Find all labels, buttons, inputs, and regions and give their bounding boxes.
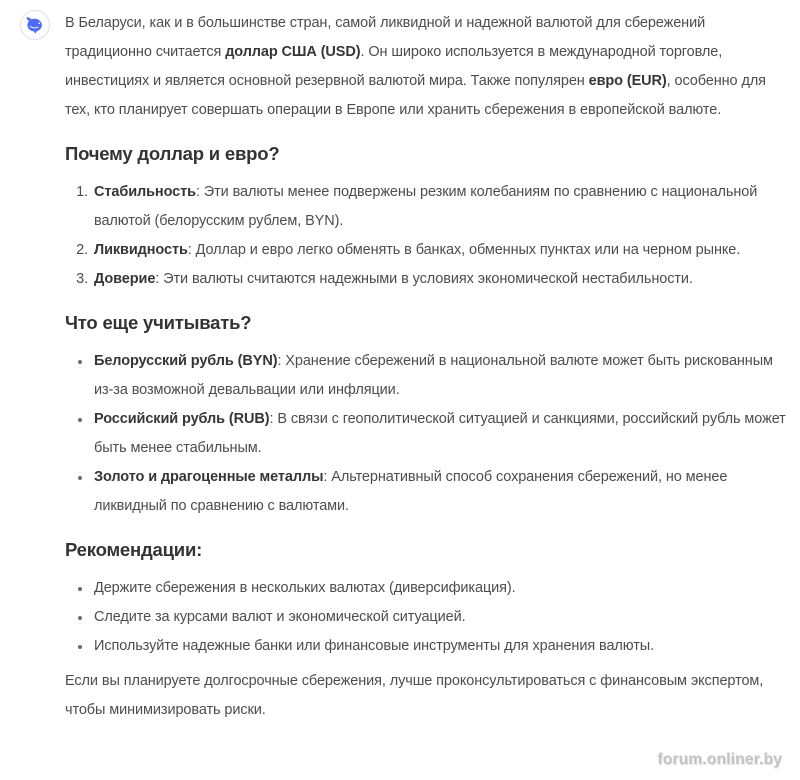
list-item: 1. Стабильность: Эти валюты менее подвержены резким колебаниям по сравнению с национальной валютой (белорусским рублем, BYN). bbox=[92, 178, 788, 236]
intro-paragraph bbox=[65, 9, 788, 125]
why-dollar-euro-list bbox=[65, 178, 788, 294]
list-item: 2. Ликвидность: Доллар и евро легко обменять в банках, обменных пунктах или на черном рынке. bbox=[92, 236, 788, 265]
intro-segment: . Он широко используется в международной торговле, инвестициях и является основной резервной валютой мира. Также популярен bbox=[65, 44, 723, 89]
list-item: • Следите за курсами валют и экономической ситуацией. bbox=[92, 603, 788, 632]
recommendations-list bbox=[65, 574, 788, 661]
assistant-avatar bbox=[20, 10, 50, 40]
intro-bold-eur: евро (EUR) bbox=[588, 73, 667, 89]
what-else-list bbox=[65, 347, 788, 521]
list-item: • Белорусский рубль (BYN): Хранение сбережений в национальной валюте может быть рискованным из-за возможной девальвации или инфляции. bbox=[92, 347, 788, 405]
section-heading-what-else: Что еще учитывать? bbox=[65, 312, 252, 333]
list-item: • Держите сбережения в нескольких валютах (диверсификация). bbox=[92, 574, 788, 603]
intro-segment: В Беларуси, как и в большинстве стран, самой ликвидной и надежной валютой для сбережений традиционно считается bbox=[65, 15, 706, 60]
list-item: • Золото и драгоценные металлы: Альтернативный способ сохранения сбережений, но менее ликвидный по сравнению с валютами. bbox=[92, 463, 788, 521]
deepseek-whale-icon bbox=[24, 14, 46, 36]
section-heading-why-dollar-euro: Почему доллар и евро? bbox=[65, 143, 280, 164]
closing-paragraph: Если вы планируете долгосрочные сбережения, лучше проконсультироваться с финансовым экспертом, чтобы минимизировать риски. bbox=[65, 673, 764, 718]
list-item: 3. Доверие: Эти валюты считаются надежными в условиях экономической нестабильности. bbox=[92, 265, 788, 294]
list-item: • Используйте надежные банки или финансовые инструменты для хранения валюты. bbox=[92, 632, 788, 661]
intro-segment: , особенно для тех, кто планирует совершать операции в Европе или хранить сбережения в европейской валюте. bbox=[65, 73, 766, 118]
list-item: • Российский рубль (RUB): В связи с геополитической ситуацией и санкциями, российский рубль может быть менее стабильным. bbox=[92, 405, 788, 463]
watermark: forum.onliner.by bbox=[657, 751, 782, 768]
intro-bold-usd: доллар США (USD) bbox=[225, 44, 361, 60]
section-heading-recommendations: Рекомендации: bbox=[65, 539, 203, 560]
message-content bbox=[65, 9, 788, 725]
